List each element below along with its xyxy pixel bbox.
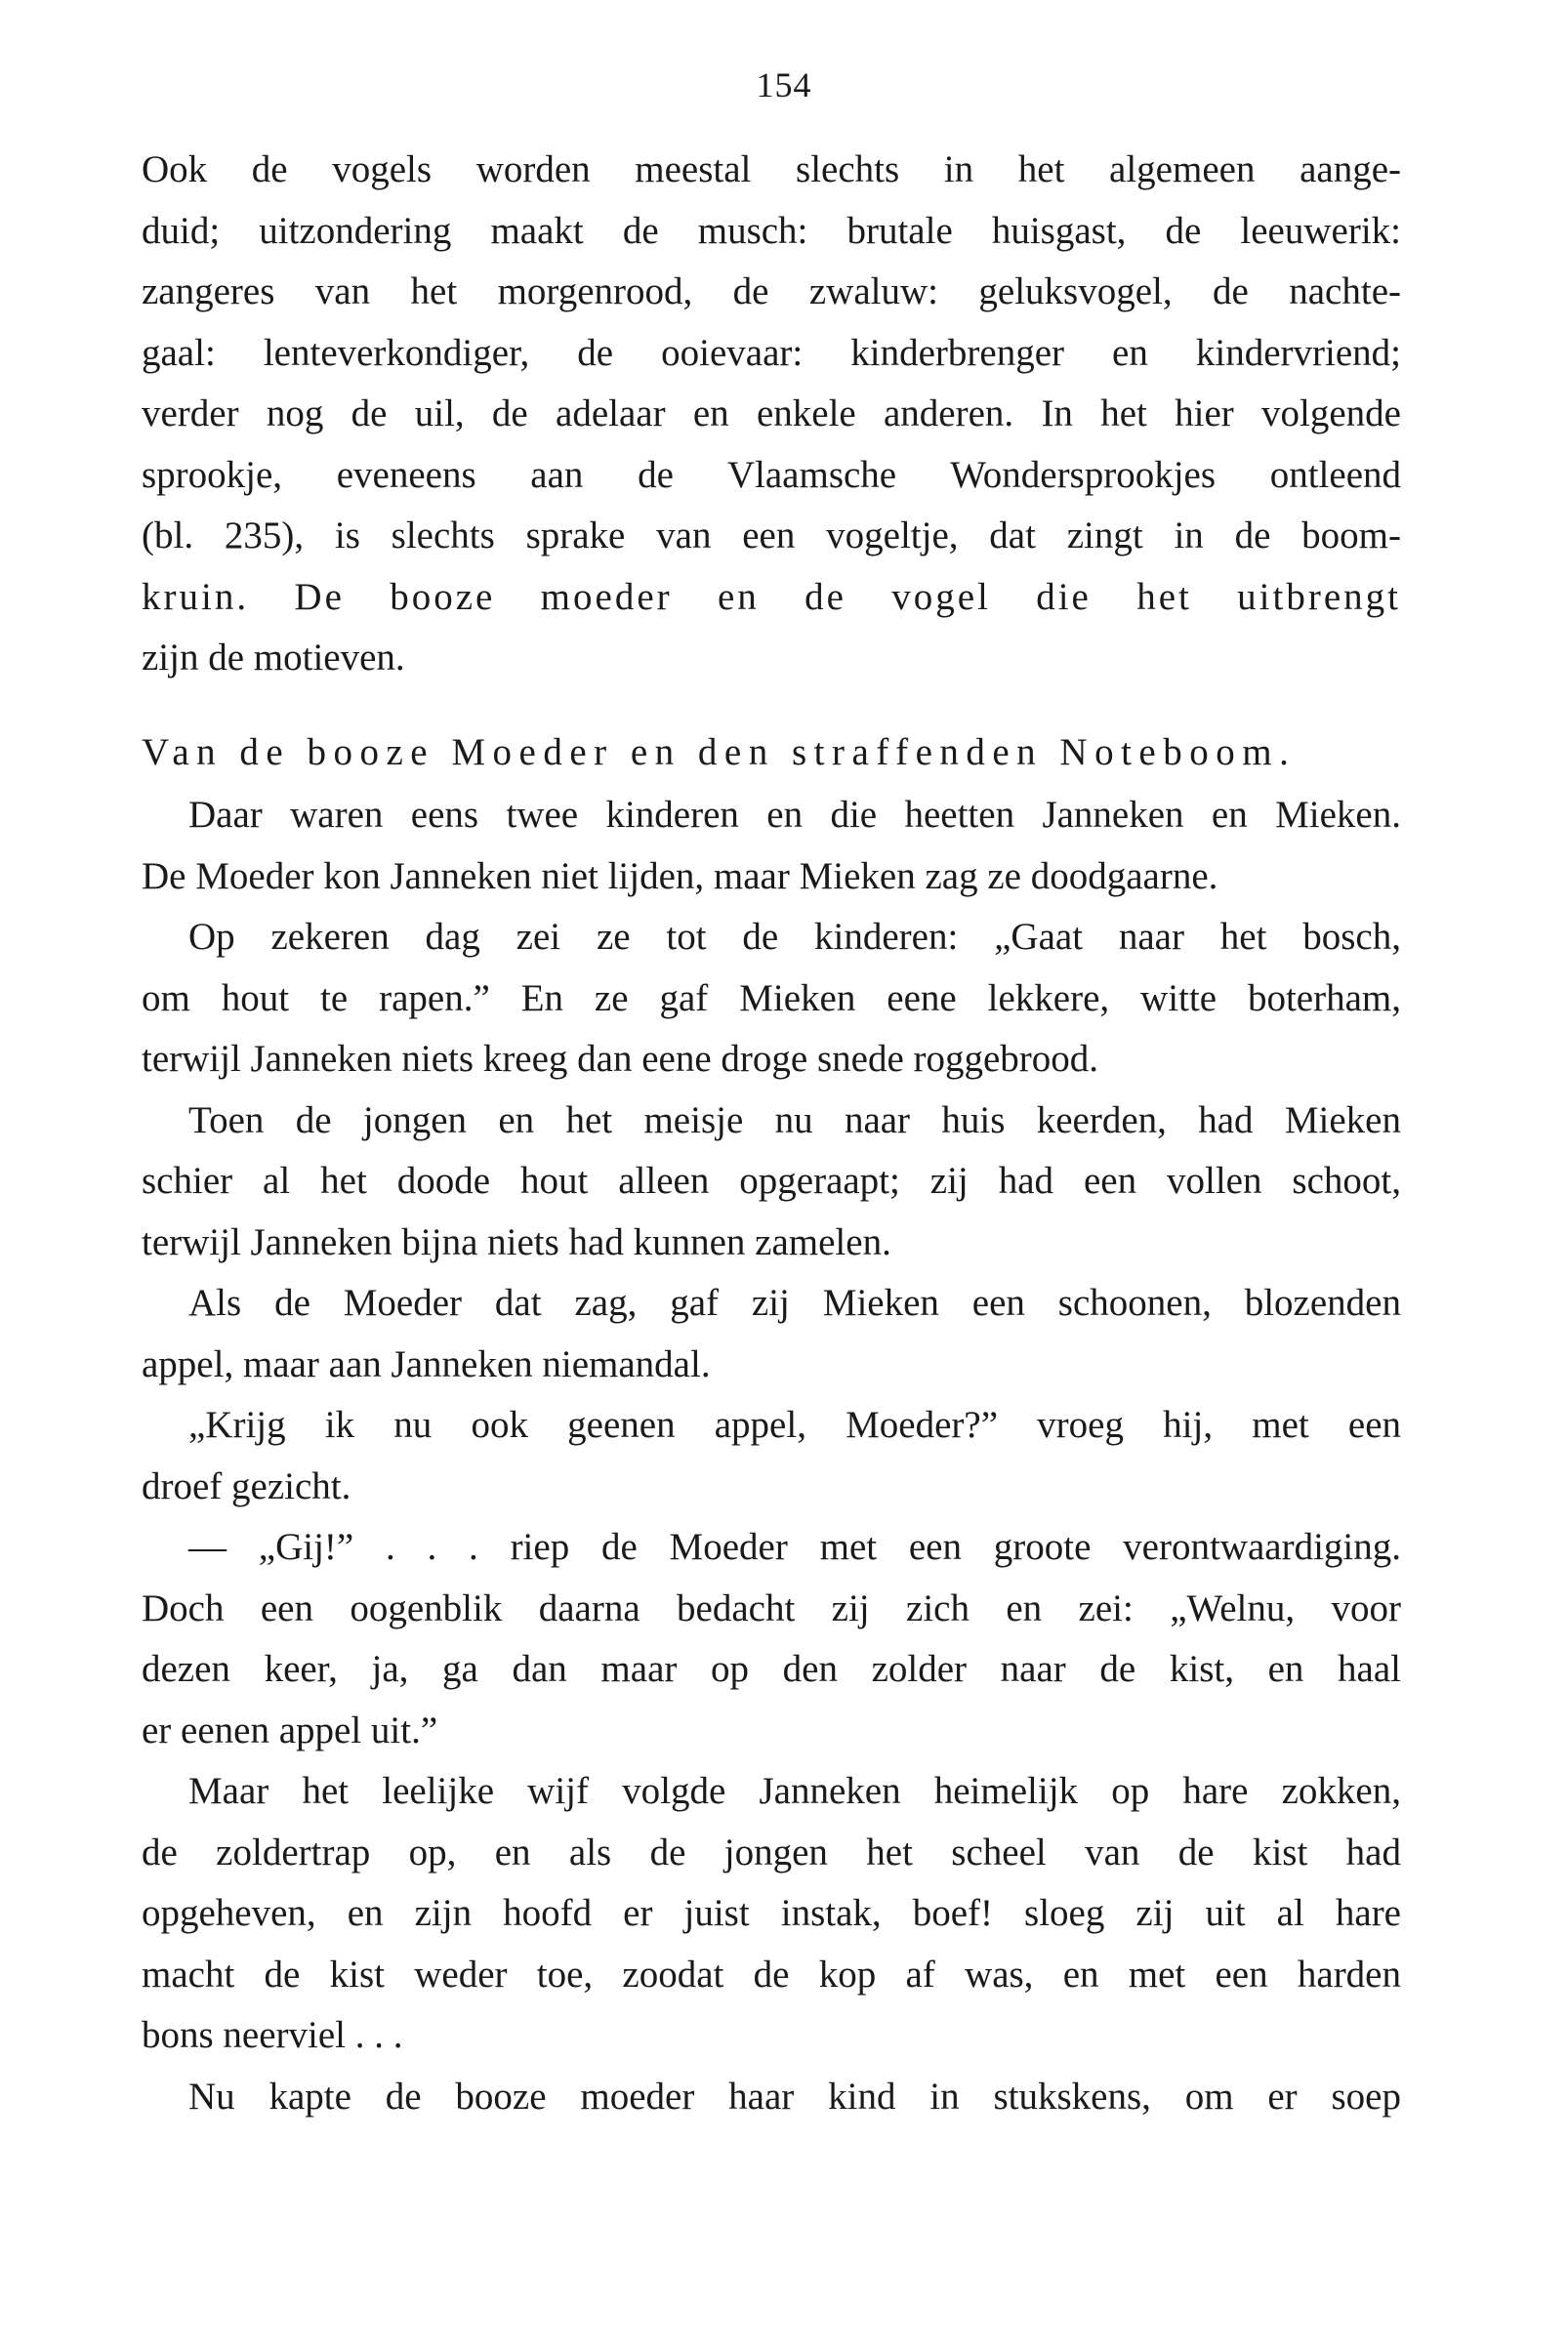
text-line: schier al het doode hout alleen opgeraapt; zij had een vollen schoot, xyxy=(142,1160,1401,1202)
text-line: Nu kapte de booze moeder haar kind in stukskens, om er soep xyxy=(188,2075,1401,2118)
text-line: macht de kist weder toe, zoodat de kop af was, en met een harden xyxy=(142,1953,1401,1996)
text-line: „Krijg ik nu ook geenen appel, Moeder?” vroeg hij, met een xyxy=(188,1404,1401,1446)
text-line: (bl. 235), is slechts sprake van een vogeltje, dat zingt in de boom- xyxy=(142,515,1401,556)
text-line: De Moeder kon Janneken niet lijden, maar Mieken zag ze doodgaarne. xyxy=(142,854,1218,897)
text-line: Daar waren eens twee kinderen en die heetten Janneken en Mieken. xyxy=(188,794,1401,836)
text-line: droef gezicht. xyxy=(142,1464,351,1507)
text-line: gaal: lenteverkondiger, de ooievaar: kinderbrenger en kindervriend; xyxy=(142,331,1401,374)
page-number: 154 xyxy=(756,65,812,104)
text-line: Ook de vogels worden meestal slechts in het algemeen aange- xyxy=(142,148,1401,190)
text-line: dezen keer, ja, ga dan maar op den zolder naar de kist, en haal xyxy=(142,1648,1401,1690)
text-line: er eenen appel uit.” xyxy=(142,1709,438,1751)
text-line: Toen de jongen en het meisje nu naar huis keerden, had Mieken xyxy=(188,1098,1401,1141)
text-line: sprookje, eveneens aan de Vlaamsche Wondersprookjes ontleend xyxy=(142,453,1401,496)
text-line: zangeres van het morgenrood, de zwaluw: geluksvogel, de nachte- xyxy=(142,270,1401,312)
text-line: om hout te rapen.” En ze gaf Mieken eene lekkere, witte boterham, xyxy=(142,976,1401,1019)
text-line-spaced: kruin. De booze moeder en de vogel die het uitbrengt xyxy=(142,575,1401,618)
text-line: — „Gij!” . . . riep de Moeder met een groote verontwaardiging. xyxy=(188,1526,1401,1568)
text-line: Doch een oogenblik daarna bedacht zij zich en zei: „Welnu, voor xyxy=(142,1586,1401,1629)
intro-paragraph xyxy=(142,140,1401,2127)
text-line: duid; uitzondering maakt de musch: brutale huisgast, de leeuwerik: xyxy=(142,209,1401,252)
text-line: zijn de motieven. xyxy=(142,637,405,679)
text-line: Als de Moeder dat zag, gaf zij Mieken een schoonen, blozenden xyxy=(188,1282,1401,1324)
text-line: Maar het leelijke wijf volgde Janneken heimelijk op hare zokken, xyxy=(188,1770,1401,1812)
text-line: terwijl Janneken niets kreeg dan eene droge snede roggebrood. xyxy=(142,1038,1099,1080)
text-line: Op zekeren dag zei ze tot de kinderen: „Gaat naar het bosch, xyxy=(188,916,1401,958)
text-line: verder nog de uil, de adelaar en enkele anderen. In het hier volgende xyxy=(142,392,1401,434)
story-title: Van de booze Moeder en den straffenden Noteboom. xyxy=(142,730,1297,773)
text-line: appel, maar aan Janneken niemandal. xyxy=(142,1342,711,1385)
text-line: de zoldertrap op, en als de jongen het scheel van de kist had xyxy=(142,1831,1401,1873)
text-line: bons neerviel . . . xyxy=(142,2014,403,2056)
text-line: terwijl Janneken bijna niets had kunnen zamelen. xyxy=(142,1220,891,1263)
text-line: opgeheven, en zijn hoofd er juist instak, boef! sloeg zij uit al hare xyxy=(142,1892,1401,1934)
